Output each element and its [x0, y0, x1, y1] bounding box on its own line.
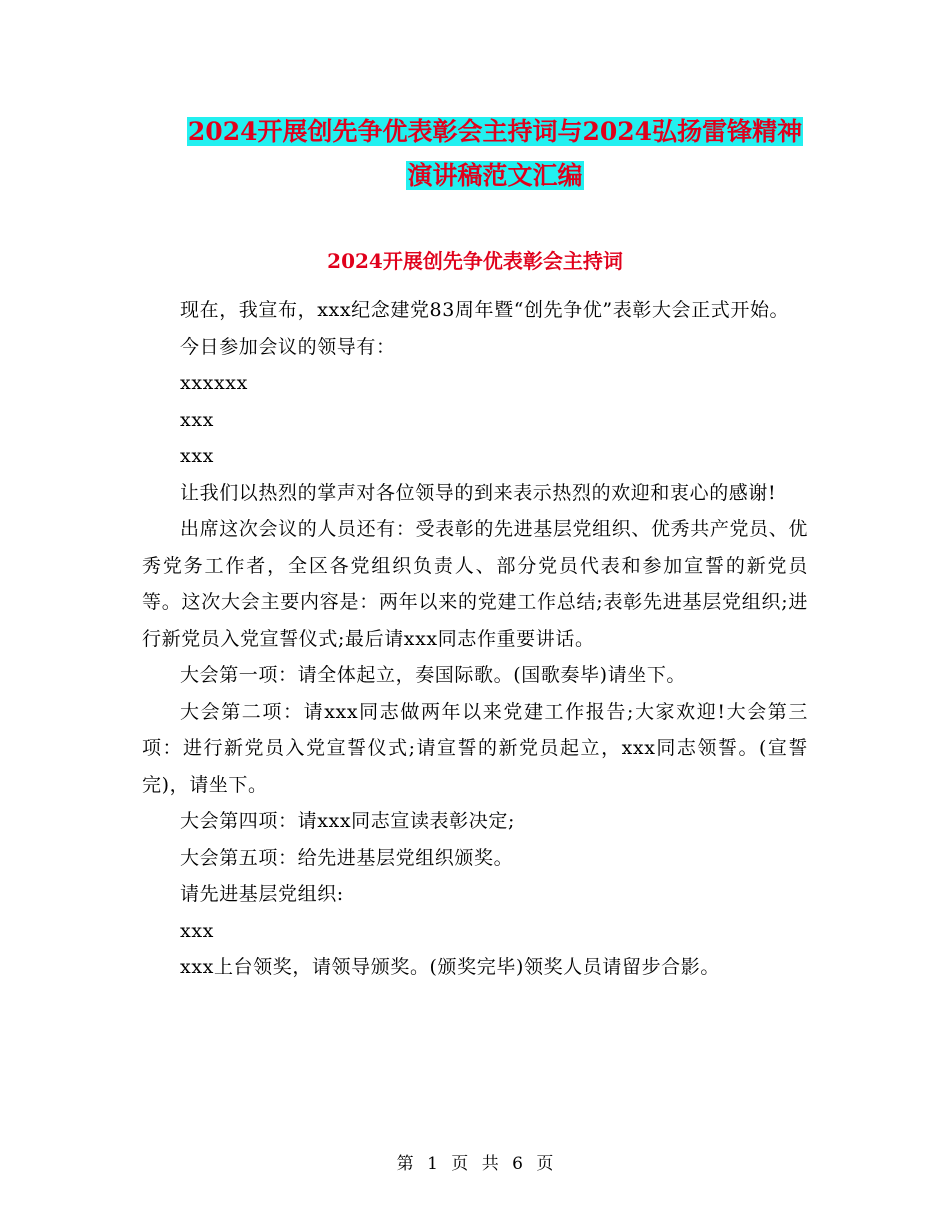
footer-page-number: 1	[427, 1154, 438, 1174]
paragraph: 今日参加会议的领导有：	[180, 335, 396, 358]
paragraph: xxx上台领奖，请领导颁奖。(颁奖完毕)领奖人员请留步合影。	[180, 956, 720, 978]
paragraph: 大会第四项：请xxx同志宣读表彰决定;	[180, 810, 515, 832]
page-footer	[0, 1152, 950, 1176]
document-title-line-2: 演讲稿范文汇编	[407, 161, 583, 190]
footer-total-label: 共	[481, 1154, 499, 1174]
paragraph: xxx	[180, 919, 214, 942]
section-title: 2024开展创先争优表彰会主持词	[327, 249, 623, 273]
document-title-line-1: 2024开展创先争优表彰会主持词与2024弘扬雷锋精神	[187, 117, 803, 146]
footer-total-unit: 页	[536, 1154, 554, 1174]
document-body	[142, 292, 808, 986]
paragraph: 大会第五项：给先进基层党组织颁奖。	[180, 846, 514, 869]
paragraph: xxx	[180, 445, 214, 467]
paragraph: 让我们以热烈的掌声对各位领导的到来表示热烈的欢迎和衷心的感谢!	[180, 481, 777, 504]
paragraph: 出席这次会议的人员还有：受表彰的先进基层党组织、优秀共产党员、优秀党务工作者，全区各党组织负责人、部分党员代表和参加宣誓的新党员等。这次大会主要内容是：两年以来的党建工作总结;表彰先进基层党组织;进行新党员入党宣誓仪式;最后请xxx同志作重要讲话。	[142, 518, 808, 650]
paragraph: xxx	[180, 408, 214, 431]
paragraph: 请先进基层党组织:	[180, 883, 344, 905]
footer-page-label: 第	[396, 1154, 414, 1174]
paragraph: 现在，我宣布，xxx纪念建党83周年暨“创先争优”表彰大会正式开始。	[180, 299, 790, 321]
footer-page-unit: 页	[451, 1154, 469, 1174]
paragraph: xxxxxx	[180, 372, 248, 394]
paragraph: 大会第二项：请xxx同志做两年以来党建工作报告;大家欢迎!大会第三项：进行新党员入党宣誓仪式;请宣誓的新党员起立，xxx同志领誓。(宣誓完)，请坐下。	[142, 700, 808, 796]
paragraph: 大会第一项：请全体起立，奏国际歌。(国歌奏毕)请坐下。	[180, 664, 687, 686]
document-title	[140, 110, 850, 198]
footer-total-pages: 6	[512, 1154, 523, 1174]
